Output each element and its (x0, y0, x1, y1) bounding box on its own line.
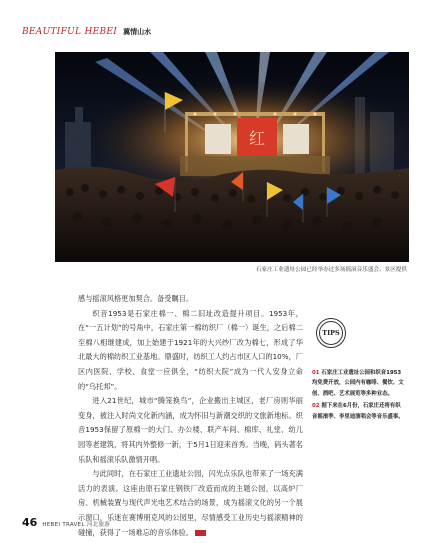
tips-item (312, 368, 404, 399)
article-body (78, 292, 303, 540)
tips-number: 02 (312, 403, 320, 410)
concert-photo (55, 52, 409, 262)
right-stage-screen (283, 124, 309, 154)
tips-badge: TIPS (316, 318, 346, 348)
section-title: 冀情山水 (123, 28, 152, 36)
page-footer (22, 516, 110, 529)
article-paragraph (78, 467, 303, 540)
article-paragraph: 感与摇滚风格更加契合。备受瞩目。 (78, 294, 194, 303)
end-mark (195, 530, 206, 536)
crowd (55, 167, 409, 262)
article-paragraph: 织音1953是石家庄棉一、棉二旧址改造提升项目。1953年，在“一五计划”的号角中，石家庄第一棉纺织厂（棉一）诞生，之后棉二至棉八相继建成，加上始建于1921年的大兴纱厂改为棉七，形成了华北最大的棉纺织工业基地。鼎盛时，纺织工人约占市区人口的10%，厂区内医院、学校、食堂一应俱全，“纺织大院”成为一代人安身立命的“乌托邦”。 (78, 308, 303, 391)
tips-number: 01 (312, 370, 320, 376)
screen-text: 红 (248, 129, 266, 148)
photo-caption: 石家庄工业遗址公园已经举办过多场摇滚音乐盛会。景区提供 (255, 267, 407, 273)
article-paragraph-text: 与此同时，在石家庄工业遗址公园，闪光点乐队也带来了一场充满活力的表演。这座由原石家庄钢铁厂改造而成的主题公园，以高炉厂房、机械装置与现代声光电艺术结合的场景，成为摇滚文化的另一个展示窗口，乐迷在赛博朋克风的公园里，尽情感受工业历史与摇滚精神的碰撞，获得了一场难忘的音乐体验。 (78, 469, 303, 537)
magazine-brand: BEAUTIFUL HEBEI (22, 27, 118, 37)
left-stage-screen (205, 124, 231, 154)
tips-list (312, 368, 404, 424)
tips-text: 据下来在6月份，石家庄还将有织音摇滚季、李里迪演唱会等音乐盛事。 (312, 403, 404, 420)
magazine-name: HEBEI TRAVEL 河北旅游 (42, 522, 111, 528)
concert-scene-illustration (55, 52, 409, 262)
page-header (22, 25, 151, 39)
page-number: 46 (22, 516, 38, 529)
tips-item (312, 401, 404, 422)
tips-text: 石家庄工业遗址公园和织音1953均免费开放，公园内有咖啡、餐饮、文创、酒吧、艺术展览等多种业态。 (312, 370, 404, 397)
article-paragraph: 进入21世纪，城市“腾笼换鸟”，企业搬出主城区，老厂房则华丽变身，被注入时尚文化新内涵，成为怀旧与新潮交织的文旅新地标。织音1953保留了原棉一的大门、办公楼、联产车间、棉库、礼堂、幼儿园等老建筑，将其内外整修一新，于5月1日迎来首秀。当晚，码头著名乐队和摇滚乐队激情开唱。 (78, 396, 303, 464)
